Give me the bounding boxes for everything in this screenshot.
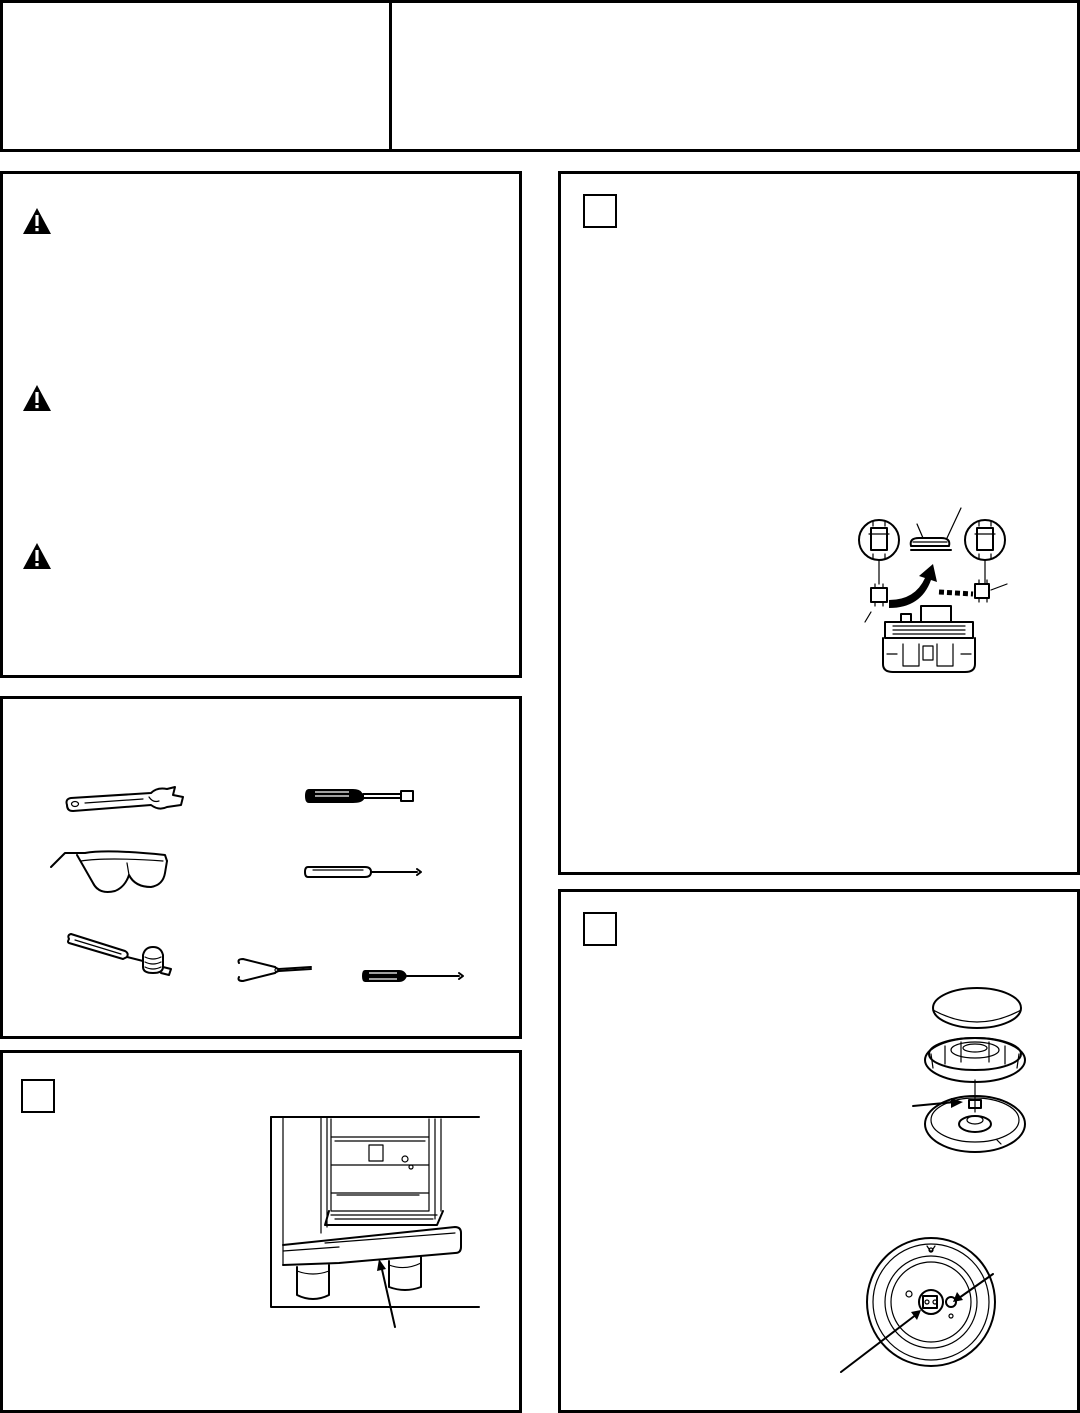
header-left-box xyxy=(0,0,392,152)
step-number xyxy=(583,912,617,946)
warning-triangle-icon xyxy=(22,542,52,570)
warning-triangle-icon xyxy=(22,384,52,412)
step-number xyxy=(21,1079,55,1113)
phillips-screwdriver-icon xyxy=(361,967,465,985)
tools-box xyxy=(0,696,522,1039)
step-box-burner xyxy=(558,889,1080,1413)
socket-wrench-icon xyxy=(65,931,175,977)
burner-exploded-illustration xyxy=(905,988,1031,1170)
step-box-drawer xyxy=(0,1050,522,1413)
step-box-regulator xyxy=(558,171,1080,875)
oven-drawer-illustration xyxy=(269,1115,483,1311)
flat-blade-screwdriver-icon xyxy=(305,864,423,880)
header-right-box xyxy=(389,0,1080,152)
safety-glasses-icon xyxy=(47,847,171,897)
burner-base-top-view-illustration xyxy=(839,1238,997,1380)
adjustable-wrench-icon xyxy=(63,785,189,819)
regulator-cap-illustration xyxy=(857,504,1021,682)
step-number xyxy=(583,194,617,228)
warning-triangle-icon xyxy=(22,207,52,235)
needle-nose-pliers-icon xyxy=(235,957,315,983)
nut-driver-icon xyxy=(305,785,417,807)
safety-warnings-box xyxy=(0,171,522,678)
